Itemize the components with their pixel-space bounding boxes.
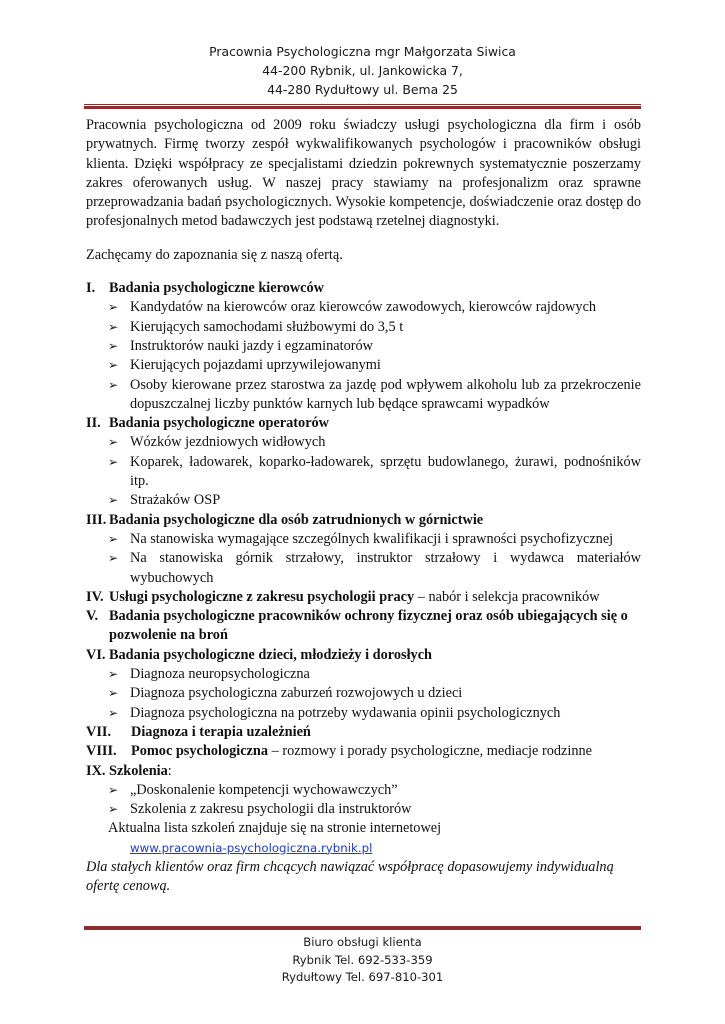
arrow-bullet-icon: ➢ [108,319,119,334]
arrow-bullet-icon: ➢ [108,377,119,392]
section-heading [86,588,641,607]
footer-office: Biuro obsługi klienta [303,935,422,949]
document-body [86,116,641,896]
section-line [131,742,592,761]
arrow-bullet-icon: ➢ [108,531,119,546]
list-item: ➢ Kierujących pojazdami uprzywilejowanymi [86,356,641,375]
section-line [109,588,600,607]
bullet-list [86,530,641,588]
list-item: ➢ Diagnoza psychologiczna zaburzeń rozwojowych u dzieci [86,684,641,703]
footer-divider [84,925,641,930]
section-tail: – rozmowy i porady psychologiczne, mediacje rodzinne [268,743,592,760]
list-item: ➢ Diagnoza psychologiczna na potrzeby wydawania opinii psychologicznych [86,704,641,723]
list-item: ➢ Wózków jezdniowych widłowych [86,433,641,452]
arrow-bullet-icon: ➢ [108,300,119,315]
arrow-bullet-icon: ➢ [108,686,119,701]
arrow-bullet-icon: ➢ [108,705,119,720]
section-line [109,762,172,781]
list-item: ➢ Instruktorów nauki jazdy i egzaminatorów [86,337,641,356]
section-title: Szkolenia [109,762,168,779]
arrow-bullet-icon: ➢ [108,782,119,797]
intro-paragraph: Pracownia psychologiczna od 2009 roku świadczy usługi psychologiczna dla firm i osób prywatnych. Firmę tworzy zespół wykwalifikowanych psychologów i pracowników obsługi klienta. Dzięki współpracy ze specjalistami dziedzin pokrewnych systematycznie poszerzamy zakres oferowanych usług. W naszej pracy stawiamy na profesjonalizm oraz sprawne przeprowadzania badań psychologicznych. Wysokie kompetencje, doświadczenie oraz dostęp do profesjonalnych metod badawczych jest podstawą rzetelnej diagnostyki. [86,117,641,230]
closing-statement: Dla stałych klientów oraz firm chcących nawiązać współpracę dopasowujemy indywidualną ofertę cenową. [86,858,614,894]
letterhead [0,42,725,99]
arrow-bullet-icon: ➢ [108,338,119,353]
section-heading [86,762,641,781]
section-number: I. [86,280,96,297]
section-heading [86,646,641,665]
arrow-bullet-icon: ➢ [108,667,119,682]
arrow-bullet-icon: ➢ [108,358,119,373]
arrow-bullet-icon: ➢ [108,802,119,817]
section-title: Badania psychologiczne operatorów [109,415,330,432]
arrow-bullet-icon: ➢ [108,454,119,469]
section-number: V. [86,608,99,625]
section-heading [86,511,641,530]
header-divider [84,104,641,109]
section-heading [86,723,641,742]
bullet-list [86,781,641,820]
list-item: ➢ Osoby kierowane przez starostwa za jazdę pod wpływem alkoholu lub za przekroczenie dopuszczalnej liczby punktów karnych lub będące sprawcami wypadków [86,376,641,415]
website-link[interactable]: www.pracownia-psychologiczna.rybnik.pl [130,840,373,855]
arrow-bullet-icon: ➢ [108,493,119,508]
list-item: ➢ „Doskonalenie kompetencji wychowawczych” [86,781,641,800]
section-number: IX. [86,762,106,779]
list-item: ➢ Szkolenia z zakresu psychologii dla instruktorów [86,800,641,819]
footer-phone-rybnik: Rybnik Tel. 692-533-359 [292,952,433,967]
list-item: ➢ Strażaków OSP [86,491,641,510]
invite-line: Zachęcamy do zapoznania się z naszą ofertą. [86,246,343,263]
footer-phone-rydultowy: Rydułtowy Tel. 697-810-301 [281,970,444,984]
company-name: Pracownia Psychologiczna mgr Małgorzata Siwica [209,44,516,59]
section-heading [86,607,641,646]
section-number: VIII. [86,743,117,760]
section-number: IV. [86,588,104,605]
list-item: ➢ Kierujących samochodami służbowymi do 3,5 t [86,318,641,337]
section-title: Usługi psychologiczne z zakresu psychologii pracy [109,588,415,605]
section-title: Badania psychologiczne dzieci, młodzieży i dorosłych [109,646,432,663]
section-title: Diagnoza i terapia uzależnień [131,723,311,740]
bullet-list [86,298,641,414]
list-item: ➢ Na stanowiska górnik strzałowy, instruktor strzałowy i wydawca materiałów wybuchowych [86,549,641,588]
list-item: ➢ Na stanowiska wymagające szczególnych kwalifikacji i sprawności psychofizycznej [86,530,641,549]
training-note: Aktualna lista szkoleń znajduje się na stronie internetowej [108,820,442,837]
section-number: III. [86,511,107,528]
section-title: Badania psychologiczne kierowców [109,280,324,297]
list-item: ➢ Diagnoza neuropsychologiczna [86,665,641,684]
section-number: VI. [86,646,106,663]
section-heading [86,279,641,298]
bullet-list [86,433,641,510]
arrow-bullet-icon: ➢ [108,435,119,450]
section-tail: – nabór i selekcja pracowników [414,588,600,605]
section-title: Badania psychologiczne dla osób zatrudnionych w górnictwie [109,511,484,528]
list-item: ➢ Koparek, ładowarek, koparko-ładowarek, sprzętu budowlanego, żurawi, podnośników itp. [86,453,641,492]
bullet-list [86,665,641,723]
section-heading [86,414,641,433]
section-number: II. [86,415,101,432]
address-rydultowy: 44-280 Rydułtowy ul. Bema 25 [267,82,458,97]
section-title: Pomoc psychologiczna [131,743,269,760]
section-heading [86,742,641,761]
section-tail: : [167,762,172,779]
address-rybnik: 44-200 Rybnik, ul. Jankowicka 7, [262,63,463,78]
section-number: VII. [86,723,112,740]
footer [0,934,725,987]
list-item: ➢ Kandydatów na kierowców oraz kierowców zawodowych, kierowców rajdowych [86,298,641,317]
arrow-bullet-icon: ➢ [108,551,119,566]
section-title: Badania psychologiczne pracowników ochrony fizycznej oraz osób ubiegających się o pozwolenie na broń [109,608,628,644]
